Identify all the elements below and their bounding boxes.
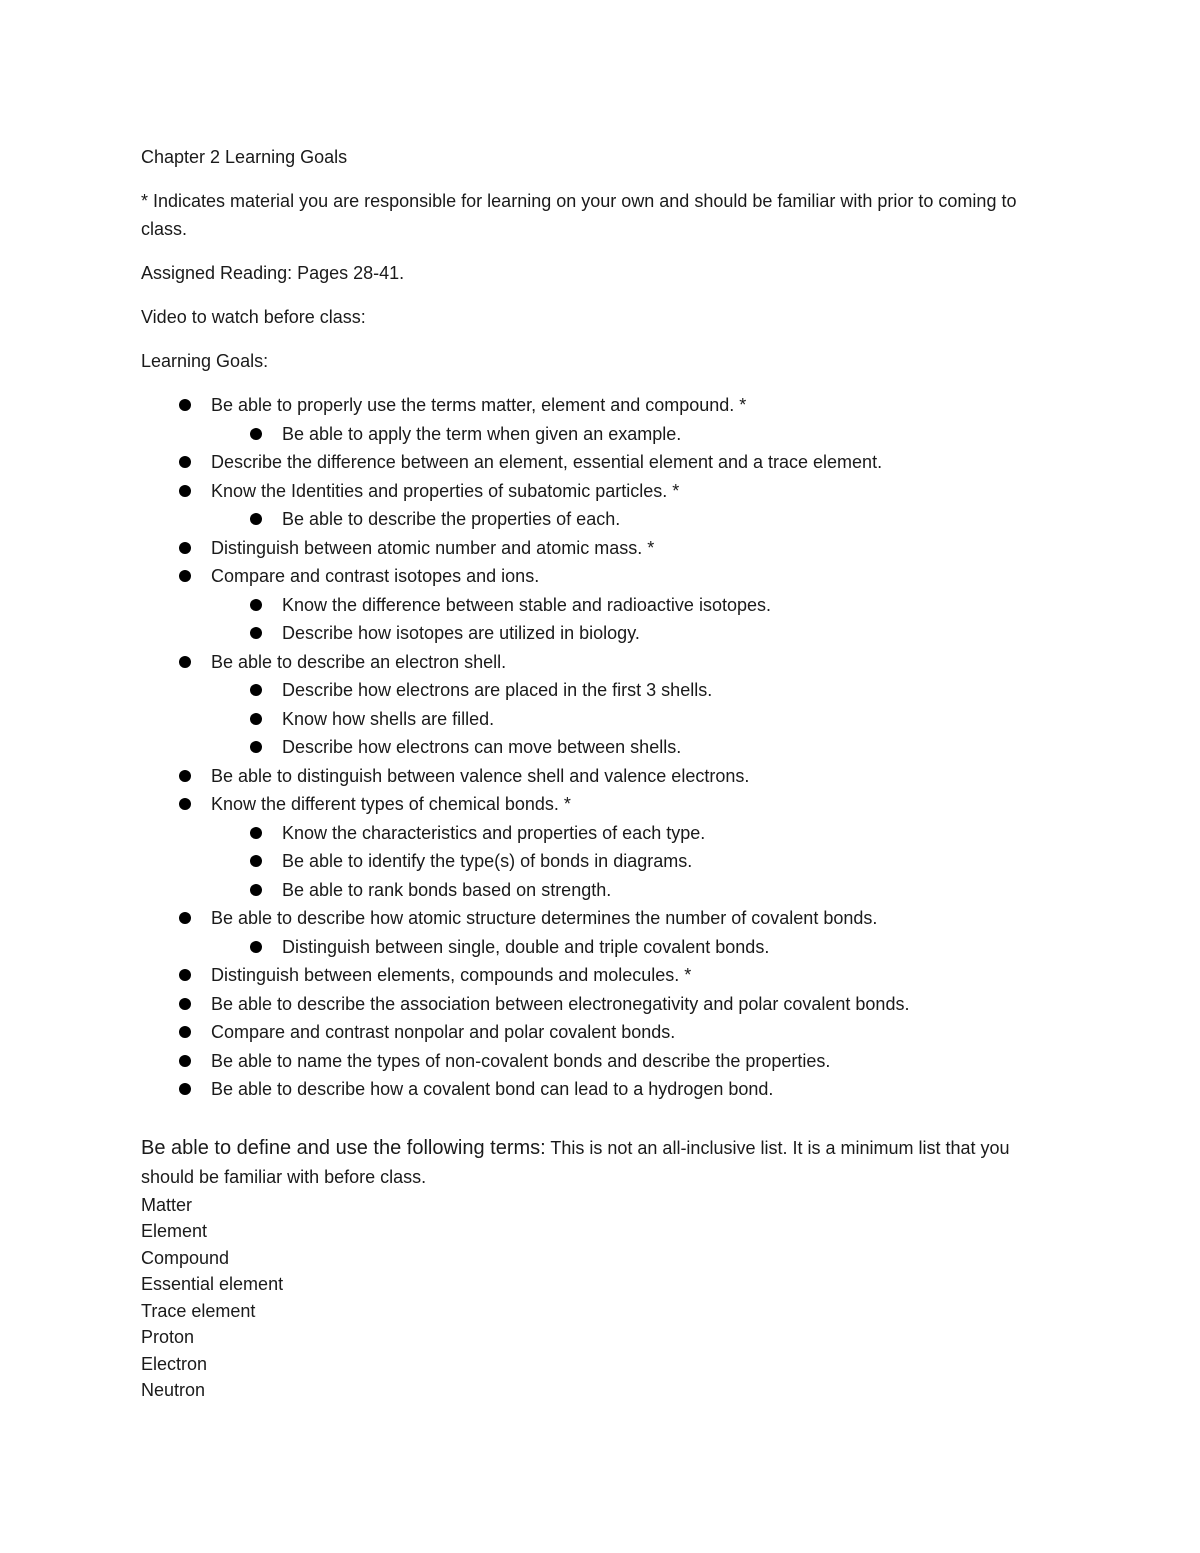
bullet-icon (179, 969, 191, 981)
goal-text: Be able to properly use the terms matter, element and compound. * (211, 395, 747, 415)
goal-text: Be able to describe how a covalent bond can lead to a hydrogen bond. (211, 1079, 774, 1099)
term-item: Essential element (141, 1274, 284, 1294)
goal-item (141, 790, 1061, 819)
goal-item (141, 1047, 1061, 1076)
bullet-icon (179, 770, 191, 782)
goal-text: Compare and contrast isotopes and ions. (211, 566, 540, 586)
term-item: Compound (141, 1247, 230, 1268)
bullet-icon (179, 1026, 191, 1038)
bullet-icon (250, 741, 262, 753)
goal-item (141, 762, 1061, 791)
bullet-icon (179, 656, 191, 668)
bullet-icon (250, 627, 262, 639)
goal-item (141, 648, 1061, 677)
goal-item (141, 1018, 1061, 1047)
terms-note: This is not an all-inclusive list. It is a minimum list that you should be familiar with before class. (141, 1137, 1010, 1187)
sub-goal-item (141, 933, 1061, 962)
sub-goal-item (141, 733, 1061, 762)
term-item: Trace element (141, 1300, 256, 1321)
goal-text: Know the Identities and properties of subatomic particles. * (211, 480, 680, 501)
bullet-icon (250, 855, 262, 867)
sub-goal-item (141, 705, 1061, 734)
terms-intro (141, 1134, 1061, 1192)
assigned-reading: Assigned Reading: Pages 28-41. (141, 263, 405, 283)
sub-goal-item (141, 847, 1061, 876)
goal-text: Be able to apply the term when given an example. (282, 423, 682, 444)
goal-item (141, 904, 1061, 933)
bullet-icon (250, 428, 262, 440)
goal-text: Distinguish between elements, compounds and molecules. * (211, 965, 692, 985)
goal-item (141, 448, 1061, 477)
term-item: Proton (141, 1327, 195, 1347)
bullet-icon (250, 941, 262, 953)
sub-goal-item (141, 676, 1061, 705)
document-body (141, 143, 1061, 1404)
bullet-icon (179, 399, 191, 411)
bullet-icon (179, 456, 191, 468)
sub-goal-item (141, 505, 1061, 534)
goal-item (141, 477, 1061, 506)
goal-text: Know the characteristics and properties of each type. (282, 822, 706, 843)
term-item: Neutron (141, 1380, 206, 1400)
video-line: Video to watch before class: (141, 307, 366, 327)
goal-text: Be able to describe an electron shell. (211, 651, 507, 672)
sub-goal-item (141, 420, 1061, 449)
bullet-icon (179, 912, 191, 924)
goal-text: Be able to describe the properties of each. (282, 509, 621, 529)
goal-text: Describe how electrons are placed in the first 3 shells. (282, 680, 713, 700)
bullet-icon (179, 798, 191, 810)
goal-text: Describe the difference between an element, essential element and a trace element. (211, 452, 883, 472)
learning-goals-list (141, 391, 1061, 1104)
goal-text: Describe how isotopes are utilized in biology. (282, 623, 640, 643)
goal-item (141, 562, 1061, 591)
term-item: Matter (141, 1194, 193, 1215)
bullet-icon (250, 599, 262, 611)
bullet-icon (179, 1083, 191, 1095)
goal-text: Know the difference between stable and radioactive isotopes. (282, 594, 771, 615)
document-title: Chapter 2 Learning Goals (141, 147, 348, 167)
goal-text: Describe how electrons can move between shells. (282, 737, 682, 757)
goal-text: Be able to describe how atomic structure determines the number of covalent bonds. (211, 908, 878, 928)
bullet-icon (250, 884, 262, 896)
goal-item (141, 990, 1061, 1019)
bullet-icon (250, 684, 262, 696)
sub-goal-item (141, 591, 1061, 620)
sub-goal-item (141, 619, 1061, 648)
bullet-icon (179, 998, 191, 1010)
asterisk-note: * Indicates material you are responsible for learning on your own and should be familiar with prior to coming to class. (141, 191, 1017, 239)
sub-goal-item (141, 819, 1061, 848)
bullet-icon (179, 485, 191, 497)
bullet-icon (179, 542, 191, 554)
goal-text: Distinguish between atomic number and atomic mass. * (211, 537, 655, 558)
bullet-icon (179, 570, 191, 582)
goal-text: Distinguish between single, double and triple covalent bonds. (282, 936, 770, 957)
goal-item (141, 961, 1061, 990)
term-item: Element (141, 1221, 208, 1241)
goals-heading: Learning Goals: (141, 351, 269, 371)
goal-text: Know the different types of chemical bonds. * (211, 794, 571, 814)
terms-lead: Be able to define and use the following terms: (141, 1136, 546, 1159)
terms-list (141, 1192, 1061, 1404)
goal-text: Compare and contrast nonpolar and polar covalent bonds. (211, 1022, 676, 1042)
goal-text: Know how shells are filled. (282, 708, 495, 729)
sub-goal-item (141, 876, 1061, 905)
goal-text: Be able to name the types of non-covalent bonds and describe the properties. (211, 1050, 831, 1071)
goal-item (141, 391, 1061, 420)
goal-item (141, 1075, 1061, 1104)
goal-text: Be able to describe the association between electronegativity and polar covalent bonds. (211, 993, 910, 1014)
bullet-icon (250, 513, 262, 525)
goal-item (141, 534, 1061, 563)
goal-text: Be able to identify the type(s) of bonds in diagrams. (282, 851, 693, 871)
bullet-icon (250, 713, 262, 725)
goal-text: Be able to rank bonds based on strength. (282, 879, 612, 900)
bullet-icon (179, 1055, 191, 1067)
term-item: Electron (141, 1353, 208, 1374)
bullet-icon (250, 827, 262, 839)
goal-text: Be able to distinguish between valence shell and valence electrons. (211, 765, 750, 786)
